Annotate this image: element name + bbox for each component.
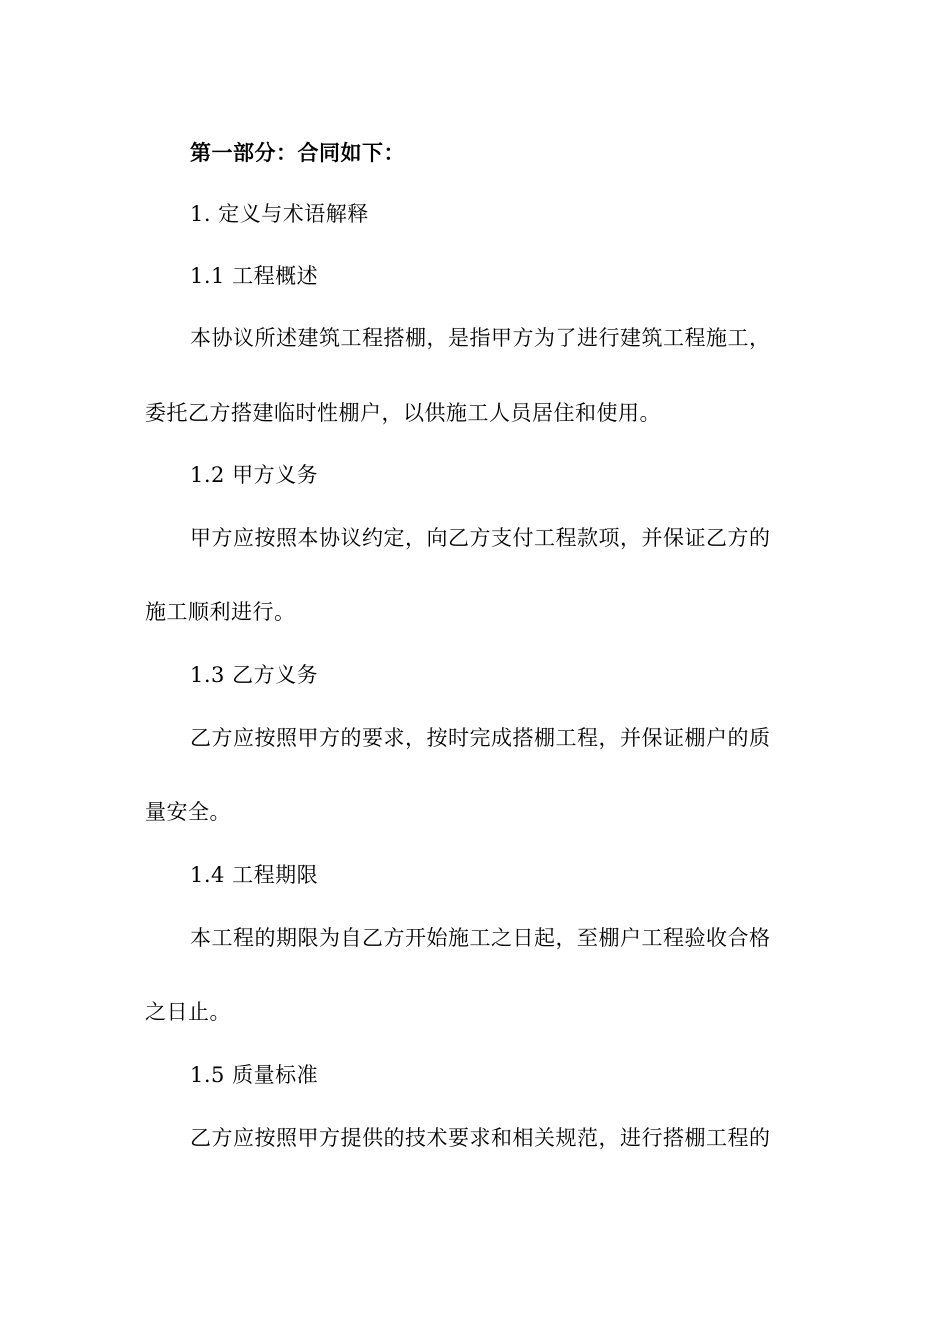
part-heading: 第一部分：合同如下： [190,140,405,165]
clause-1-5-body-line-1: 乙方应按照甲方提供的技术要求和相关规范，进行搭棚工程的 [190,1126,771,1150]
clause-1-1-title: 1.1 工程概述 [190,264,319,288]
clause-1-3-title: 1.3 乙方义务 [190,663,319,687]
clause-1-4-body-line-2: 之日止。 [145,1000,231,1024]
clause-1-4-body-line-1: 本工程的期限为自乙方开始施工之日起，至棚户工程验收合格 [190,926,771,950]
section-title: 1. 定义与术语解释 [190,202,369,226]
clause-1-5-title: 1.5 质量标准 [190,1063,319,1087]
clause-1-1-body-line-1: 本协议所述建筑工程搭棚，是指甲方为了进行建筑工程施工， [190,326,771,350]
clause-1-2-title: 1.2 甲方义务 [190,463,319,487]
clause-1-4-title: 1.4 工程期限 [190,863,319,887]
clause-1-3-body-line-1: 乙方应按照甲方的要求，按时完成搭棚工程，并保证棚户的质 [190,726,771,750]
clause-1-3-body-line-2: 量安全。 [145,800,231,824]
clause-1-2-body-line-1: 甲方应按照本协议约定，向乙方支付工程款项，并保证乙方的 [190,526,771,550]
clause-1-2-body-line-2: 施工顺利进行。 [145,600,296,624]
clause-1-1-body-line-2: 委托乙方搭建临时性棚户，以供施工人员居住和使用。 [145,401,661,425]
